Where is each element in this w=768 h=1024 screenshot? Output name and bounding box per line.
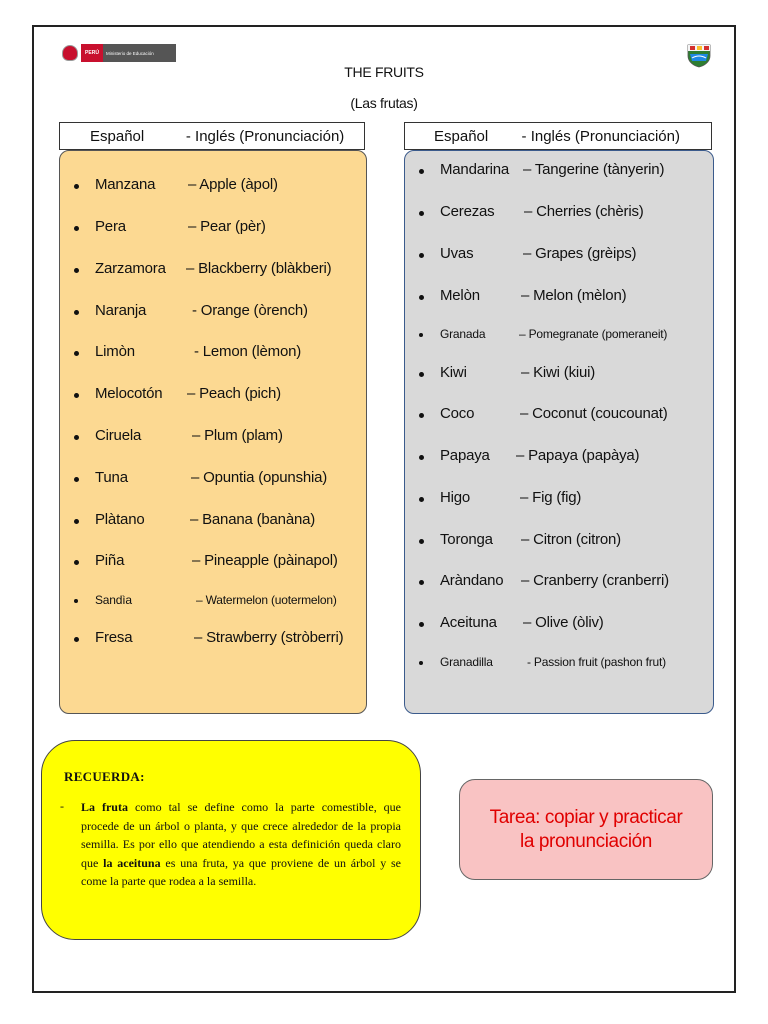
right-fruit-bullet: [419, 661, 423, 665]
right-fruit-english-pronunciation: – Papaya (papàya): [516, 447, 640, 464]
right-fruit-bullet: [419, 211, 424, 216]
ministry-logo: [62, 43, 176, 63]
right-fruit-bullet: [419, 333, 423, 337]
right-fruit-english-pronunciation: – Cherries (chèris): [524, 203, 644, 220]
left-fruit-english-pronunciation: – Peach (pich): [187, 385, 281, 402]
right-fruit-spanish-name: Aràndano: [440, 572, 504, 589]
right-fruit-bullet: [419, 455, 424, 460]
left-fruit-english-pronunciation: – Opuntia (opunshia): [191, 469, 328, 486]
right-fruit-spanish-name: Granada: [440, 327, 486, 341]
left-fruit-english-pronunciation: – Banana (banàna): [190, 511, 316, 528]
right-fruit-english-pronunciation: – Cranberry (cranberri): [521, 572, 669, 589]
recuerda-bold-fruta: La fruta: [81, 800, 128, 814]
left-fruit-english-pronunciation: – Pear (pèr): [188, 218, 266, 235]
right-fruit-spanish-name: Cerezas: [440, 203, 495, 220]
right-fruit-english-pronunciation: – Melon (mèlon): [521, 287, 627, 304]
right-fruit-english-pronunciation: – Kiwi (kiui): [521, 364, 596, 381]
left-fruit-spanish-name: Pera: [95, 218, 126, 235]
left-fruit-spanish-name: Tuna: [95, 469, 128, 486]
left-fruit-english-pronunciation: – Pineapple (pàinapol): [192, 552, 338, 569]
logo-ministry-label: Ministerio de Educación: [103, 44, 176, 62]
right-fruit-spanish-name: Uvas: [440, 245, 474, 262]
left-fruit-english-pronunciation: – Apple (àpol): [188, 176, 278, 193]
shield-icon: [62, 45, 78, 61]
logo-peru-label: PERÚ: [81, 44, 103, 62]
left-fruit-bullet: [74, 351, 79, 356]
recuerda-text-part2: es una fruta, ya que proviene de un árbol y se come la parte que rodea a la semilla.: [81, 855, 402, 888]
right-fruit-english-pronunciation: – Fig (fig): [520, 489, 582, 506]
right-fruit-bullet: [419, 580, 424, 585]
left-fruit-spanish-name: Naranja: [95, 302, 147, 319]
right-fruit-bullet: [419, 372, 424, 377]
left-fruit-bullet: [74, 310, 79, 315]
left-fruit-bullet: [74, 393, 79, 398]
right-fruit-spanish-name: Higo: [440, 489, 471, 506]
right-fruit-english-pronunciation: – Tangerine (tànyerin): [523, 161, 665, 178]
left-fruit-english-pronunciation: – Plum (plam): [192, 427, 283, 444]
left-fruit-spanish-name: Manzana: [95, 176, 156, 193]
recuerda-title: RECUERDA:: [64, 769, 145, 784]
left-fruit-bullet: [74, 637, 79, 642]
left-fruit-english-pronunciation: – Watermelon (uotermelon): [196, 593, 337, 607]
recuerda-bold-aceituna: la aceituna: [103, 855, 161, 870]
left-fruit-bullet: [74, 599, 78, 603]
left-fruit-spanish-name: Fresa: [95, 629, 133, 646]
tarea-line2: la pronunciación: [520, 830, 652, 852]
right-fruit-spanish-name: Granadilla: [440, 655, 493, 669]
right-fruit-bullet: [419, 295, 424, 300]
left-fruit-bullet: [74, 226, 79, 231]
left-column-header-label: Español - Inglés (Pronunciación): [90, 127, 345, 145]
right-fruit-bullet: [419, 413, 424, 418]
right-column-header-label: Español - Inglés (Pronunciación): [434, 127, 680, 145]
left-fruit-english-pronunciation: - Orange (òrench): [192, 302, 308, 319]
left-fruit-spanish-name: Sandìa: [95, 593, 132, 607]
right-fruit-spanish-name: Kiwi: [440, 364, 467, 381]
tarea-box: [459, 779, 713, 880]
right-fruit-english-pronunciation: - Passion fruit (pashon frut): [527, 655, 666, 669]
left-fruit-spanish-name: Plàtano: [95, 511, 145, 528]
recuerda-text-part1: como tal se define como la parte comestible, que procede de un árbol o planta, y que crece alrededor de la propia semilla. Es por ello que atendiendo a esta definición queda claro que: [81, 800, 402, 870]
right-fruit-bullet: [419, 253, 424, 258]
left-fruit-bullet: [74, 477, 79, 482]
left-fruit-english-pronunciation: – Strawberry (stròberri): [194, 629, 344, 646]
left-fruit-spanish-name: Zarzamora: [95, 260, 166, 277]
left-fruit-bullet: [74, 519, 79, 524]
left-fruit-spanish-name: Ciruela: [95, 427, 142, 444]
left-fruit-english-pronunciation: - Lemon (lèmon): [194, 343, 302, 360]
right-fruit-english-pronunciation: – Coconut (coucounat): [520, 405, 668, 422]
right-fruit-bullet: [419, 539, 424, 544]
left-fruit-spanish-name: Limòn: [95, 343, 135, 360]
left-fruit-bullet: [74, 184, 79, 189]
left-fruit-spanish-name: Melocotón: [95, 385, 163, 402]
right-fruit-spanish-name: Aceituna: [440, 614, 497, 631]
right-fruit-spanish-name: Papaya: [440, 447, 490, 464]
recuerda-dash: -: [60, 799, 64, 813]
right-fruit-english-pronunciation: – Olive (òliv): [523, 614, 604, 631]
left-fruit-bullet: [74, 268, 79, 273]
left-fruit-bullet: [74, 560, 79, 565]
page-title: THE FRUITS: [344, 64, 424, 80]
right-fruit-spanish-name: Melòn: [440, 287, 480, 304]
tarea-line1: Tarea: copiar y practicar: [489, 806, 683, 828]
right-column-header: [404, 122, 712, 150]
recuerda-box: [41, 740, 421, 940]
page-subtitle: (Las frutas): [350, 95, 418, 111]
right-fruit-spanish-name: Toronga: [440, 531, 493, 548]
left-fruit-spanish-name: Piña: [95, 552, 125, 569]
right-fruit-english-pronunciation: – Pomegranate (pomeraneit): [519, 327, 668, 341]
right-fruit-bullet: [419, 169, 424, 174]
right-fruit-spanish-name: Mandarina: [440, 161, 510, 178]
right-fruit-spanish-name: Coco: [440, 405, 475, 422]
right-fruit-bullet: [419, 497, 424, 502]
right-fruit-english-pronunciation: – Citron (citron): [521, 531, 621, 548]
right-fruit-english-pronunciation: – Grapes (grèips): [523, 245, 637, 262]
recuerda-text: [81, 798, 401, 891]
left-fruit-english-pronunciation: – Blackberry (blàkberi): [186, 260, 332, 277]
right-fruit-bullet: [419, 622, 424, 627]
left-fruit-bullet: [74, 435, 79, 440]
left-column-header: [59, 122, 365, 150]
